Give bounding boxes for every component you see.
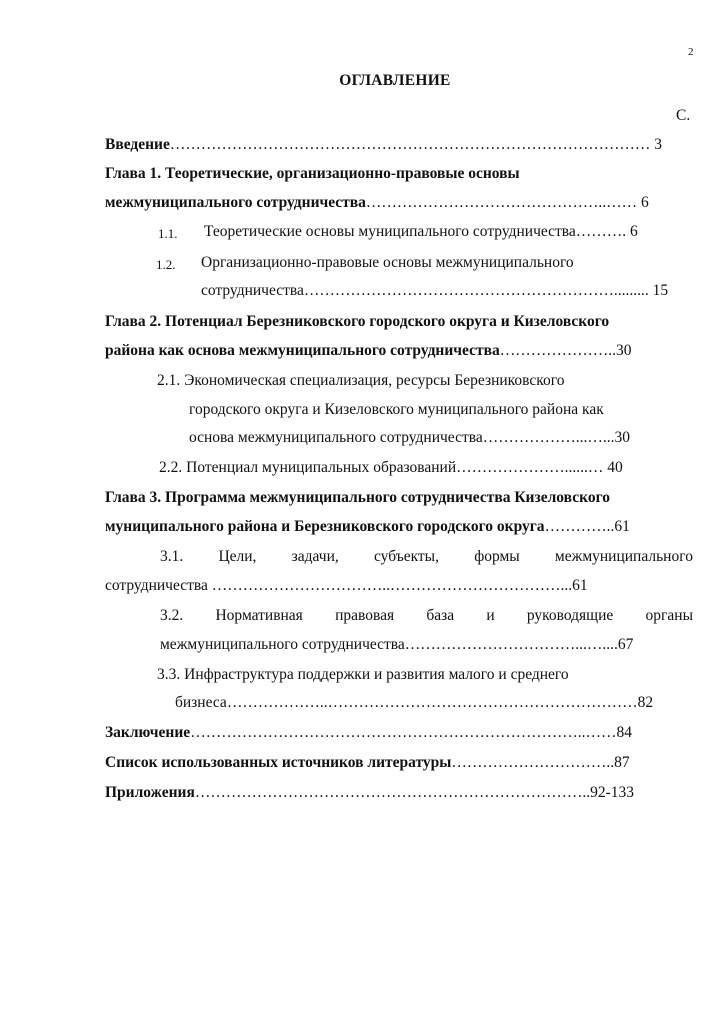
toc-entry-section-1-2-number: 1.2. [156, 257, 176, 272]
word: база [426, 607, 455, 624]
entry-leader: …………………………………………………………………..……84 [190, 724, 632, 741]
entry-label: района как основа межмуниципального сотрудничества [105, 342, 500, 359]
toc-entry-chapter-3-line-2 [105, 517, 630, 537]
toc-entry-introduction [105, 135, 662, 155]
toc-entry-section-3-2-line-2: межмуниципального сотрудничества……………………………...…....67 [160, 636, 634, 653]
word: Цели, [218, 548, 257, 565]
toc-entry-section-1-2-line-2: сотрудничества……………………………………………………......... 15 [201, 282, 669, 299]
toc-entry-section-1-2-line-1: Организационно-правовые основы межмуниципального [201, 254, 574, 271]
toc-entry-section-1-1-number: 1.1. [158, 226, 178, 241]
toc-entry-chapter-1-line-2 [105, 193, 649, 213]
entry-leader: ………………………………………………………………………………… 3 [169, 136, 662, 153]
toc-entry-conclusion [105, 723, 632, 743]
toc-entry-section-3-1-line-1 [160, 547, 693, 567]
toc-entry-section-2-1-line-1: 2.1. Экономическая специализация, ресурсы Березниковского [157, 372, 565, 389]
entry-label: межмуниципального сотрудничества [105, 194, 366, 211]
entry-leader: …………………..30 [499, 342, 632, 359]
toc-title: ОГЛАВЛЕНИЕ [339, 72, 451, 89]
word: руководящие [526, 607, 614, 624]
toc-entry-section-2-2: 2.2. Потенциал муниципальных образований…………………......… 40 [159, 459, 623, 476]
word: формы [474, 548, 520, 565]
word: правовая [335, 607, 395, 624]
entry-label: Введение [105, 136, 170, 153]
toc-entry-section-3-2-line-1 [160, 606, 693, 626]
word: органы [645, 607, 693, 624]
page-column-label: С. [676, 107, 691, 124]
word: Нормативная [215, 607, 303, 624]
toc-entry-section-3-1-line-2: сотрудничества ……………………………..……………………………...61 [105, 577, 588, 594]
toc-entry-section-2-1-line-3: основа межмуниципального сотрудничества………………...…...30 [189, 429, 630, 446]
entry-leader: …………..61 [544, 518, 630, 535]
word: и [486, 607, 495, 624]
word: 3.1. [160, 548, 184, 565]
toc-entry-section-3-3-line-1: 3.3. Инфраструктура поддержки и развития малого и среднего [157, 666, 569, 683]
toc-entry-chapter-3-line-1: Глава 3. Программа межмуниципального сотрудничества Кизеловского [105, 489, 610, 506]
toc-entry-section-3-3-line-2: бизнеса………………..……………………………………………………82 [175, 694, 654, 711]
toc-entry-section-1-1-text: Теоретические основы муниципального сотрудничества………. 6 [204, 223, 638, 240]
toc-entry-appendix [105, 783, 634, 803]
word: 3.2. [160, 607, 184, 624]
entry-label: муниципального района и Березниковского городского округа [105, 518, 545, 535]
entry-leader: ………………………………………..…… 6 [365, 194, 649, 211]
entry-leader: …………………………………………………………………..92-133 [194, 784, 635, 801]
entry-label: Список использованных источников литературы [105, 754, 452, 771]
toc-entry-chapter-2-line-1: Глава 2. Потенциал Березниковского городского округа и Кизеловского [105, 313, 610, 330]
word: задачи, [291, 548, 339, 565]
toc-entry-sources [105, 753, 630, 773]
page-number: 2 [688, 46, 694, 58]
toc-entry-section-2-1-line-2: городского округа и Кизеловского муниципального района как [189, 401, 604, 418]
word: субъекты, [373, 548, 439, 565]
toc-entry-chapter-2-line-2 [105, 341, 631, 361]
entry-leader: …………………………..87 [451, 754, 630, 771]
word: межмуниципального [554, 548, 693, 565]
entry-label: Приложения [105, 784, 195, 801]
toc-entry-chapter-1-line-1: Глава 1. Теоретические, организационно-правовые основы [105, 165, 520, 182]
entry-label: Заключение [105, 724, 191, 741]
